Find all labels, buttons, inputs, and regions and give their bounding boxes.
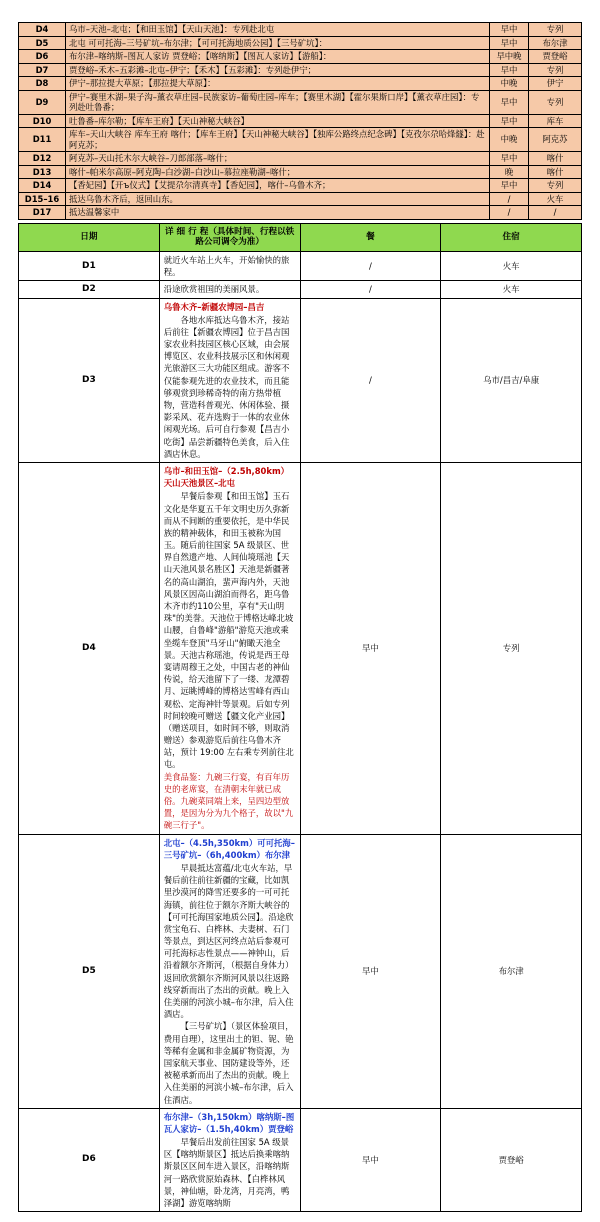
detail-paragraph-note: 美食品鉴：九碗三行宴，有百年历史的老席宴，在清朝末年就已成俗。九碗菜同端上来，呈四边型放置，是因为分为九个格子，故以"九碗三行子"。 — [163, 771, 294, 831]
table-row — [19, 152, 582, 166]
summary-day: D17 — [19, 206, 66, 220]
summary-desc: 喀什–帕米尔高原–阿克陶–白沙湖–白沙山–慕拉座勒湖–喀什； — [66, 165, 490, 179]
summary-hotel: / — [529, 206, 582, 220]
summary-day: D5 — [19, 36, 66, 50]
summary-day: D6 — [19, 50, 66, 64]
summary-hotel: 专列 — [529, 63, 582, 77]
detail-day: D3 — [19, 298, 160, 462]
header-day: 日期 — [19, 223, 160, 251]
summary-hotel: 专列 — [529, 90, 582, 114]
summary-hotel: 贾登峪 — [529, 50, 582, 64]
table-row — [19, 50, 582, 64]
table-row — [19, 462, 582, 834]
summary-desc: 伊宁–那拉提大草原；【那拉提大草原】： — [66, 77, 490, 91]
detail-day: D6 — [19, 1108, 160, 1212]
detail-content — [159, 1108, 300, 1212]
header-detail: 详 细 行 程（具体时间、行程以铁路公司调令为准） — [159, 223, 300, 251]
summary-desc: 布尔津–喀纳斯–图瓦人家访 贾登峪；【喀纳斯】【图瓦人家访】【游船】： — [66, 50, 490, 64]
table-row — [19, 128, 582, 152]
table-row — [19, 90, 582, 114]
summary-day: D7 — [19, 63, 66, 77]
detail-paragraph: 早餐后出发前往国家 5A 级景区【喀纳斯景区】抵达后换乘喀纳斯景区区间车进入景区，沿喀纳斯河一路欣赏原始森林、【白桦林风景，神仙塘，卧龙湾，月亮湾，鸭泽湖】游览喀纳斯 — [163, 1137, 290, 1209]
summary-table-body — [19, 23, 582, 220]
summary-meal: 早中 — [490, 36, 529, 50]
summary-desc: 乌市–天池–北屯；【和田玉馆】【天山天池】：专列赴北屯 — [66, 23, 490, 37]
detail-table-head — [19, 223, 582, 251]
table-row — [19, 298, 582, 462]
header-meal: 餐 — [300, 223, 441, 251]
table-row — [19, 77, 582, 91]
detail-title: 乌市–和田玉馆–（2.5h,80km）天山天池景区–北屯 — [163, 465, 290, 489]
detail-hotel: 火车 — [441, 281, 582, 298]
summary-desc: 吐鲁番–库尔勒；【库车王府】【天山神秘大峡谷】 — [66, 114, 490, 128]
summary-day: D4 — [19, 23, 66, 37]
summary-hotel: 喀什 — [529, 152, 582, 166]
table-row — [19, 192, 582, 206]
summary-meal: 早中 — [490, 63, 529, 77]
summary-meal: 早中 — [490, 152, 529, 166]
detail-hotel: 布尔津 — [441, 834, 582, 1108]
table-row — [19, 114, 582, 128]
detail-day: D2 — [19, 281, 160, 298]
summary-table — [18, 22, 582, 220]
detail-paragraph: 【三号矿坑】（景区体验项目，费用自理），这里出土的钽、铌、铯等稀有金属和非金属矿物资源，为国家航天事业、国防建设等外，还被秘承新而出了杰出的贡献。晚上入住美丽的河滨小城–布尔津，后入住酒店。 — [163, 1021, 294, 1105]
detail-meal: / — [300, 281, 441, 298]
table-row — [19, 63, 582, 77]
table-row — [19, 179, 582, 193]
summary-meal: / — [490, 192, 529, 206]
table-row — [19, 281, 582, 298]
summary-day: D9 — [19, 90, 66, 114]
detail-meal: / — [300, 298, 441, 462]
summary-day: D15–16 — [19, 192, 66, 206]
summary-day: D11 — [19, 128, 66, 152]
detail-hotel: 乌市/昌吉/阜康 — [441, 298, 582, 462]
detail-paragraph: 就近火车站上火车，开始愉快的旅程。 — [163, 254, 290, 278]
summary-meal: 早中 — [490, 23, 529, 37]
detail-title: 乌鲁木齐–新疆农博园–昌吉 — [163, 301, 265, 312]
table-row — [19, 165, 582, 179]
table-row — [19, 1108, 582, 1212]
summary-day: D10 — [19, 114, 66, 128]
detail-hotel: 火车 — [441, 251, 582, 280]
detail-content — [159, 834, 300, 1108]
summary-hotel: 伊宁 — [529, 77, 582, 91]
summary-hotel: 库车 — [529, 114, 582, 128]
detail-content — [159, 462, 300, 834]
summary-desc: 贾登峪–禾木–五彩滩–北屯–伊宁；【禾木】【五彩滩】：专列赴伊宁； — [66, 63, 490, 77]
summary-hotel: 阿克苏 — [529, 128, 582, 152]
summary-meal: 晚 — [490, 165, 529, 179]
summary-desc: 抵达乌鲁木齐后，返回山东。 — [66, 192, 490, 206]
summary-meal: 早中 — [490, 90, 529, 114]
summary-desc: 库车–天山大峡谷 库车王府 喀什；【库车王府】【天山神秘大峡谷】【独库公路终点纪念碑】【克孜尔尕哈烽燧】：赴阿克苏； — [66, 128, 490, 152]
detail-hotel: 专列 — [441, 462, 582, 834]
summary-desc: 北屯 可可托海–三号矿坑–布尔津；【可可托海地质公园】【三号矿坑】： — [66, 36, 490, 50]
summary-hotel: 专列 — [529, 179, 582, 193]
summary-desc: 【香妃园】【开ъ仪式】【艾提尕尔清真寺】【香妃园】，喀什–乌鲁木齐； — [66, 179, 490, 193]
summary-day: D14 — [19, 179, 66, 193]
summary-hotel: 专列 — [529, 23, 582, 37]
table-header-row — [19, 223, 582, 251]
summary-hotel: 火车 — [529, 192, 582, 206]
summary-day: D8 — [19, 77, 66, 91]
summary-day: D13 — [19, 165, 66, 179]
detail-paragraph: 早晨抵达富蕴/北屯火车站，早餐后前往前往新疆的宝藏，比如凯里沙漠河的降雪还要多的一可可托海镇，前往位于额尔齐斯大峡谷的【可可托海国家地质公园】。沿途欣赏宝龟石、白桦林、夫妻树、石门等景点，到达区河终点站后参观可可托海标志性景点——神钟山，后沿着额尔齐斯河，（根据自身体力）返回欣赏额尔齐斯河风景以往返路线穿新而出了杰出的贡献。晚上入住美丽的河滨小城–布尔津，后入住酒店。 — [163, 862, 294, 1020]
detail-meal: 早中 — [300, 834, 441, 1108]
table-row — [19, 206, 582, 220]
summary-hotel: 布尔津 — [529, 36, 582, 50]
table-row — [19, 251, 582, 280]
detail-paragraph: 早餐后参观【和田玉馆】玉石文化是华夏五千年文明史历久弥新而从不间断的重要依托，是中华民族的精神载体，和田玉被称为国玉。随后前往国家 5A 级景区、世界自然遗产地、人间仙境瑶池【天山天池风景名胜区】天池是新疆著名的高山湖泊，蜚声海内外，天池风景区因高山湖泊而得名，距乌鲁木齐市约110公里，享有"天山明珠"的美誉。天池位于博格达峰北坡山腰，自鲁峰"游船"游览天池或乘坐缆车登顶"马牙山"俯瞰天池全景。天池古称瑶池，传说是西王母宴请周穆王之处，中国古老的神仙传说，给天池留下了一缕、龙潭碧月、远眺博峰的博格达雪峰有西山观松、定海神针等景观。后如专列时间较晚可赠送【疆文化产业园】（赠送项目，如时间不够，则取消赠送）参观游览后前往乌鲁木齐站，预计 19:00 左右乘专列前往北屯。 — [163, 491, 294, 770]
table-row — [19, 23, 582, 37]
table-row — [19, 36, 582, 50]
detail-title: 北屯–（4.5h,350km）可可托海–三号矿坑–（6h,400km）布尔津 — [163, 837, 295, 860]
summary-desc: 阿克苏–天山托木尔大峡谷–刀郎部落–喀什； — [66, 152, 490, 166]
detail-content — [159, 281, 300, 298]
detail-paragraph: 各地水库抵达乌鲁木齐，接站后前往【新疆农博园】位于昌吉国家农业科技园区核心区域，由会展博览区、农业科技展示区和休闲观光旅游区三大功能区组成。游客不仅能参观先进的农业技术，而且能够观赏到珍稀奇特的南方热带植物，营造科普观光、休闲体验、摄影采风、花卉选购于一体的农业休闲观光场。后可自行参观【昌吉小吃街】品尝新疆特色美食，后入住酒店休息。 — [163, 314, 290, 459]
summary-hotel: 喀什 — [529, 165, 582, 179]
summary-meal: 早中 — [490, 114, 529, 128]
detail-paragraph: 沿途欣赏祖国的美丽风景。 — [163, 284, 265, 295]
detail-content — [159, 298, 300, 462]
table-row — [19, 834, 582, 1108]
summary-meal: / — [490, 206, 529, 220]
detail-meal: 早中 — [300, 462, 441, 834]
detail-day: D1 — [19, 251, 160, 280]
detail-title: 布尔津–（3h,150km）喀纳斯–图瓦人家访–（1.5h,40km）贾登峪 — [163, 1111, 295, 1134]
summary-day: D12 — [19, 152, 66, 166]
detail-table — [18, 223, 582, 1213]
summary-meal: 中晚 — [490, 77, 529, 91]
summary-meal: 中晚 — [490, 128, 529, 152]
detail-meal: / — [300, 251, 441, 280]
detail-meal: 早中 — [300, 1108, 441, 1212]
detail-day: D4 — [19, 462, 160, 834]
detail-hotel: 贾登峪 — [441, 1108, 582, 1212]
header-hotel: 住宿 — [441, 223, 582, 251]
detail-day: D5 — [19, 834, 160, 1108]
detail-table-body — [19, 251, 582, 1211]
summary-desc: 伊宁–赛里木湖–果子沟–薰衣草庄园–民族家访–葡萄庄园–库车；【赛里木湖】【霍尔果斯口岸】【薰衣草庄园】：专列赴吐鲁番； — [66, 90, 490, 114]
summary-meal: 早中 — [490, 179, 529, 193]
detail-content — [159, 251, 300, 280]
summary-meal: 早中晚 — [490, 50, 529, 64]
summary-desc: 抵达温馨家中 — [66, 206, 490, 220]
